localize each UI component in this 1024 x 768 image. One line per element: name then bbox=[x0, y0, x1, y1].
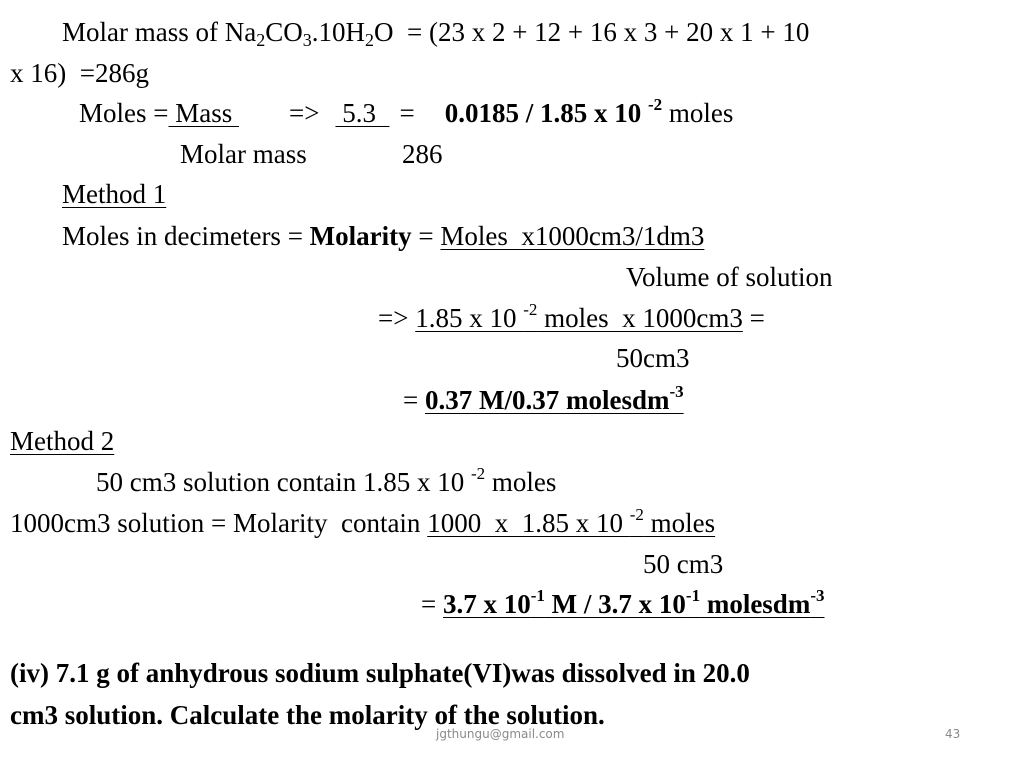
subscript: 2 bbox=[364, 30, 374, 50]
moles-label: Moles = bbox=[79, 98, 169, 128]
method-2-answer bbox=[421, 588, 825, 620]
formula-denominator: Volume of solution bbox=[626, 262, 833, 292]
equals: = bbox=[742, 303, 765, 333]
method-1-heading: Method 1 bbox=[62, 179, 167, 209]
text: Moles in decimeters = bbox=[62, 221, 310, 251]
text: 1000cm3 solution = Molarity contain bbox=[10, 508, 428, 538]
equals: = bbox=[399, 98, 415, 128]
text: 0.37 M/0.37 molesdm bbox=[424, 385, 670, 415]
superscript: -2 bbox=[629, 505, 644, 524]
superscript: -2 bbox=[523, 300, 538, 319]
mass-value: 5.3 bbox=[335, 98, 390, 128]
calculation-line bbox=[378, 302, 765, 334]
text: CO bbox=[265, 17, 303, 47]
text: moles bbox=[643, 508, 716, 538]
question-line-2: cm3 solution. Calculate the molarity of the solution. bbox=[10, 700, 605, 730]
method-2-numerator bbox=[427, 505, 716, 538]
subscript: 3 bbox=[302, 30, 312, 50]
text: 0.0185 / 1.85 x 10 bbox=[444, 98, 648, 128]
calculation-denominator: 50cm3 bbox=[616, 343, 690, 373]
text: O = (23 x 2 + 12 + 16 x 3 + 20 x 1 + 10 bbox=[373, 17, 810, 47]
method-2-line-2 bbox=[10, 507, 715, 539]
molarity-term: Molarity bbox=[309, 221, 412, 251]
footer-email: jgthungu@gmail.com bbox=[436, 727, 565, 741]
superscript: -2 bbox=[470, 464, 486, 483]
text: Molar mass of Na bbox=[62, 17, 257, 47]
text: 1000 x 1.85 x 10 bbox=[427, 508, 630, 538]
text: 1.85 x 10 bbox=[415, 303, 524, 333]
text: .10H bbox=[311, 17, 365, 47]
denominator-value: 286 bbox=[402, 139, 443, 169]
molarity-formula-line bbox=[62, 220, 704, 252]
arrow: => bbox=[378, 303, 416, 333]
calculation-numerator bbox=[415, 300, 743, 333]
method-2-line-1 bbox=[96, 466, 556, 498]
text: 3.7 x 10 bbox=[442, 589, 531, 619]
text: M / 3.7 x 10 bbox=[544, 589, 686, 619]
superscript: -3 bbox=[669, 382, 684, 401]
arrow: => bbox=[289, 98, 320, 128]
equals: = bbox=[421, 589, 443, 619]
method-2-heading: Method 2 bbox=[10, 426, 115, 456]
text: 50 cm3 solution contain 1.85 x 10 bbox=[96, 467, 471, 497]
unit: moles bbox=[662, 98, 734, 128]
text: molesdm bbox=[700, 589, 811, 619]
equals: = bbox=[403, 385, 425, 415]
answer bbox=[442, 586, 825, 619]
moles-formula-line bbox=[79, 97, 733, 129]
molar-mass-line bbox=[62, 16, 809, 48]
molar-mass-result: x 16) =286g bbox=[10, 58, 149, 88]
text: moles bbox=[485, 467, 557, 497]
superscript: -2 bbox=[647, 95, 663, 114]
molar-mass-denominator: Molar mass bbox=[180, 139, 307, 169]
superscript: -1 bbox=[530, 586, 545, 605]
question-line-1: (iv) 7.1 g of anhydrous sodium sulphate(VI)was dissolved in 20.0 bbox=[10, 658, 750, 688]
page-number: 43 bbox=[945, 727, 961, 741]
method-1-answer bbox=[403, 384, 704, 416]
superscript: -1 bbox=[685, 586, 701, 605]
answer bbox=[424, 382, 704, 415]
superscript: -3 bbox=[810, 586, 825, 605]
text: moles x 1000cm3 bbox=[537, 303, 743, 333]
method-2-denominator: 50 cm3 bbox=[643, 549, 724, 579]
text: = bbox=[411, 221, 441, 251]
formula-numerator: Moles x1000cm3/1dm3 bbox=[440, 221, 705, 251]
moles-result bbox=[444, 95, 663, 128]
mass-numerator: Mass bbox=[168, 98, 239, 128]
subscript: 2 bbox=[256, 30, 266, 50]
